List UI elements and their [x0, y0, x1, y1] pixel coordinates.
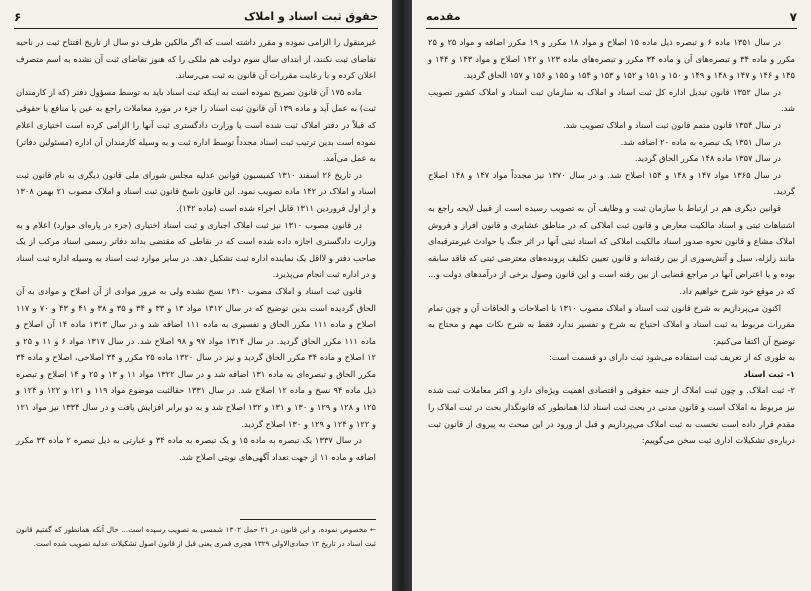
paragraph: در سال ۱۳۳۷ یک تبصره به ماده ۱۵ و یک تبصره به ماده ۳۴ و عبارتی به ذیل تبصره ۲ ماده ۳۴ مکرر اضافه و ماده ۱۱ از جهت تعداد آگهی‌های نوبتی اصلاح شد.	[16, 435, 376, 462]
list-item: ۱- ثبت اسناد	[743, 368, 795, 379]
paragraph: قوانین دیگری هم در ارتباط با سازمان ثبت و وظایف آن به تصویب رسیده است از قبیل لایحه راجع به اشتباهات ثبتی و اسناد مالکیت معارض و قانون ثبت املاکی که در مناطق عشایری و قانون افراز و فروش املاک مشاع و قانون نحوه صدور اسناد مالکیت املاکی که اسناد ثبتی آنها در اثر جنگ یا حوادث غیرمترقبه‌ای مانند زلزله، سیل و آتش‌سوزی از بین رفته‌اند و قانون تعیین تکلیف پرونده‌های معترضی ثبتی که فاقد سابقه بوده و یا اعتراض آنها در مراجع قضایی از بین رفته است و این قانون وصول برخی از درآمدهای دولت و... که در موقع خود شرح خواهیم داد.	[428, 202, 795, 296]
paragraph: در سال ۱۳۵۱ ماده ۶ و تبصره ذیل ماده ۱۵ اصلاح و مواد ۱۸ مکرر و ۱۹ مکرر اضافه و مواد ۲۵ و ۲۵ مکرر و ماده ۳۴ و تبصره‌های آن و ماده ۳۴ مکرر و تبصره‌های ماده ۱۲۳ و ۱۴۲ اصلاح و مواد ۱۴۳ و ۱۴۴ و ۱۴۵ و ۱۴۶ و ۱۴۷ و ۱۴۸ و ۱۴۹ و ۱۵۰ و ۱۵۱ و ۱۵۲ و ۱۵۳ و ۱۵۴ و ۱۵۵ و ۱۵۶ و ۱۵۷ الحاق گردید.	[428, 37, 795, 81]
paragraph: ماده ۱۷۵ آن قانون تصریح نموده است به اینکه ثبت اسناد باید به توسط مسؤول دفتر (که از کارمندان ثبت) به عمل آید و ماده ۱۳۹ آن قانون ثبت اسناد را جزء در مورد معاملات راجع به عین یا منافع یا حقوقی که قبلاً در دفتر املاک ثبت شده است یا وزارت دادگستری ثبت آنها را الزامی کرده است اختیاری اعلام نموده است بدین ترتیب ثبت اسناد مجدداً توسط اداره ثبت و به وسیله کارمندان آن اداره (مسئولین دفاتر) به عمل می‌آمد.	[16, 86, 376, 164]
paragraph: اکنون می‌پردازیم به شرح قانون ثبت اسناد و املاک مصوب ۱۳۱۰ با اصلاحات و الحاقات آن و چون تمام مقررات مربوط به ثبت اسناد و املاک احتیاج به شرح و تفسیر ندارد فقط به شرح نکات مهم و محتاج به توضیح آن اکتفا می‌کنیم:	[428, 302, 795, 346]
footnote-divider	[240, 519, 376, 520]
paragraph: در سال ۱۳۵۴ قانون متمم قانون ثبت اسناد و املاک تصویب شد.	[563, 119, 781, 130]
paragraph: در سال ۱۳۵۲ قانون تبدیل اداره کل ثبت اسناد و املاک به سازمان ثبت اسناد و املاک کشور تصویب شد.	[428, 86, 795, 114]
left-body-text	[16, 34, 376, 465]
paragraph: قانون ثبت اسناد و املاک مصوب ۱۳۱۰ نسخ نشده ولی به مرور موادی از آن اصلاح و موادی به آن الحاق گردیده است بدین توضیح که در سال ۱۳۱۲ مواد ۱۳ و ۳۳ و ۳۴ و ۳۵ و ۳۸ و ۴۱ و ۴۳ و ۷۰ و ۱۱۷ اصلاح و ماده ۱۱۱ مکرر الحاق و تفسیری به ماده ۱۱۱ اضافه شد و در سال ۱۳۱۳ ماده ۱۴ آن اصلاح و ماده ۱۱۱ مکرر الحاق گردید. در سال ۱۳۱۴ مواد ۹۷ و ۹۸ اصلاح شد. در سال ۱۳۱۷ مواد ۶ و ۱۱ و ۲۵ و ۱۲ اصلاح و ماده ۳۴ مکرر الحاق گردید و نیز در سال ۱۳۲۰ ماده ۲۵ مکرر و ۳۴ اصلاحی، اصلاح و ماده ۳۴ مکرر الحاق و تبصره‌ای به ماده ۱۳۱ اضافه شد و در سال ۱۳۲۲ مواد ۱۱ و ۱۳ و ۲۵ و ۱۴ اصلاح و تبصره ذیل ماده ۹۴ نسخ و ماده ۱۲ اصلاح شد. در سال ۱۳۳۱ حقالثبت موضوع مواد ۱۱۹ و ۱۲۱ و ۱۲۲ و ۱۲۴ و ۱۲۵ و ۱۲۸ و ۱۲۹ و ۱۳۰ و ۱۳۱ و ۱۳۲ اصلاح شد و به دو برابر افزایش یافت و در سال ۱۳۳۴ نیز مواد ۱۲۱ و ۱۲۲ و ۱۲۴ و ۱۲۹ و ۱۳۰ اصلاح گردید.	[16, 285, 376, 429]
left-header-title: حقوق ثبت اسناد و املاک	[243, 10, 378, 23]
paragraph: به طوری که از تعریف ثبت استفاده می‌شود ثبت دارای دو قسمت است:	[548, 352, 795, 363]
right-body-text	[428, 34, 795, 449]
right-book-page	[412, 0, 811, 591]
book-gutter	[392, 0, 412, 591]
right-running-head	[426, 10, 797, 29]
right-page-number: ۷	[789, 10, 797, 24]
paragraph: در سال ۱۳۶۵ مواد ۱۴۷ و ۱۴۸ و ۱۵۴ اصلاح شد. و در سال ۱۳۷۰ نیز مجدداً مواد ۱۴۷ و ۱۴۸ اصلاح گردید.	[428, 169, 795, 197]
paragraph: غیرمنقول را الزامی نموده و مقرر داشته است که اگر مالکین ظرف دو سال از تاریخ افتتاح ثبت در ناحیه تقاضای ثبت نکنند، از ابتدای سال سوم دولت هم ملکی را که هنوز تقاضای ثبت آن نشده به اسم متصرف اعلان کرده و با رعایت مقررات آن قانون به ثبت می‌رساند.	[16, 37, 376, 81]
left-running-head	[14, 10, 378, 29]
paragraph: در سال ۱۳۵۱ یک تبصره به ماده ۲۰ اضافه شد.	[620, 136, 781, 147]
paragraph: در سال ۱۳۵۷ ماده ۱۴۸ مکرر الحاق گردید.	[634, 153, 781, 164]
paragraph: در قانون مصوب ۱۳۱۰ نیز ثبت املاک اجباری و ثبت اسناد اختیاری (جزء در پاره‌ای موارد) اعلام و به وزارت دادگستری اجازه داده شده است که در نقاطی که مقتضی بداند دفاتر رسمی اسناد مرکب از یک صاحب دفتر و لااقل یک نماینده اداره ثبت تشکیل دهد. در سایر موارد ثبت اسناد به وسیله اداره ثبت اسناد و در اداره ثبت انجام می‌پذیرد.	[16, 219, 376, 280]
left-page-number: ۶	[14, 10, 22, 24]
left-book-page	[0, 0, 392, 591]
footnote: ← مخصوص نموده، و این قانون در ۲۱ حمل ۱۳۰۲ شمسی به تصویب رسیده است... حال آنکه همانطور که گفتیم قانون ثبت اسناد در تاریخ ۱۲ جمادی‌الاولی ۱۳۲۹ هجری قمری یعنی قبل از قانون اصول تشکیلات عدلیه تصویب شده است.	[16, 525, 376, 548]
list-item: ۲- ثبت املاک. و چون ثبت املاک از جنبه حقوقی و اقتصادی اهمیت ویژه‌ای دارد و اکثر معاملات ثبت شده نیز مربوط به املاک است و قانون مدنی در بحث ثبت اسناد لذا همانطور که قانونگذار بحث در ثبت املاک را مقدم قرار داده است نخست به ثبت املاک می‌پردازیم و قبل از ورود در این مبحث به پیروی از قانون ثبت درباره‌ی تشکیلات اداری ثبت سخن می‌گوییم:	[428, 385, 795, 446]
paragraph: در تاریخ ۲۶ اسفند ۱۳۱۰ کمیسیون قوانین عدلیه مجلس شورای ملی قانون دیگری به نام قانون ثبت اسناد و املاک در ۱۴۲ ماده تصویب نمود. این قانون ناسخ قانون ثبت اسناد و املاک مصوب ۲۱ بهمن ۱۳۰۸ و از اول فروردین ۱۳۱۱ قابل اجراء شده است (ماده ۱۴۲).	[16, 169, 376, 213]
right-header-title: مقدمه	[426, 10, 461, 23]
